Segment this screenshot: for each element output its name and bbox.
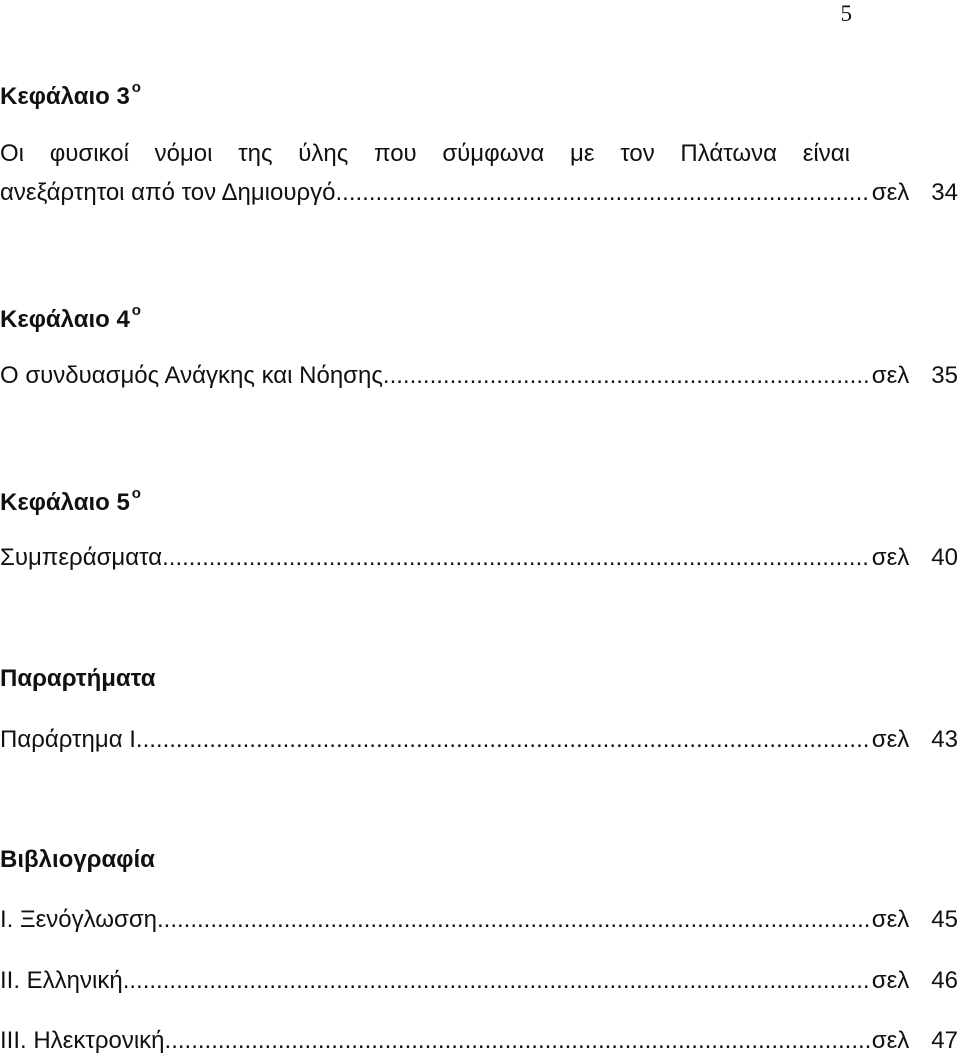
word: ύλης [298, 140, 349, 167]
toc-entry-bibliography-greek[interactable] [0, 966, 958, 996]
appendices-heading: Παραρτήματα [0, 665, 156, 692]
toc-entry-text: Συμπεράσματα [0, 544, 163, 571]
page-number-ref: 34 [931, 179, 958, 206]
chapter-5-ordinal: ο [131, 485, 141, 502]
dot-leader [157, 905, 870, 935]
dot-leader [165, 1026, 870, 1056]
chapter-4-ordinal: ο [131, 302, 141, 319]
toc-entry-text: Ι. Ξενόγλωσση [0, 906, 157, 933]
toc-page-ref [872, 725, 958, 755]
dot-leader [335, 178, 869, 208]
toc-entry-appendix-1[interactable] [0, 725, 958, 755]
toc-entry-text: ανεξάρτητοι από τον Δημιουργό [0, 179, 336, 206]
toc-page-ref [872, 905, 958, 935]
toc-entry-text: ΙΙ. Ελληνική [0, 967, 123, 994]
chapter-3-heading [0, 76, 141, 112]
toc-page-ref [872, 1026, 958, 1056]
page-abbrev: σελ [871, 544, 910, 571]
toc-page-ref [872, 178, 958, 208]
page-number-ref: 45 [931, 906, 958, 933]
dot-leader [383, 361, 870, 391]
dot-leader [123, 966, 870, 996]
dot-leader [136, 725, 870, 755]
word: φυσικοί [49, 140, 129, 167]
dot-leader [162, 543, 870, 573]
toc-entry-chapter-3[interactable] [0, 178, 958, 208]
page-number-ref: 47 [931, 1027, 958, 1054]
toc-entry-text: Ο συνδυασμός Ανάγκης και Νόησης [0, 362, 383, 389]
page-number-ref: 46 [931, 967, 958, 994]
chapter-5-heading [0, 482, 141, 518]
word: που [373, 140, 417, 167]
word: με [570, 140, 595, 167]
page-number-ref: 40 [931, 544, 958, 571]
chapter-3-title-line1 [0, 139, 850, 169]
page-number-ref: 43 [931, 726, 958, 753]
chapter-5-title: Κεφάλαιο 5 [0, 489, 130, 516]
word: είναι [802, 140, 850, 167]
word: νόμοι [154, 140, 213, 167]
toc-entry-chapter-5[interactable] [0, 543, 958, 573]
word: σύμφωνα [442, 140, 545, 167]
bibliography-heading: Βιβλιογραφία [0, 846, 155, 873]
page-number-ref: 35 [931, 362, 958, 389]
chapter-3-title: Κεφάλαιο 3 [0, 83, 130, 110]
page-abbrev: σελ [871, 362, 910, 389]
page-abbrev: σελ [871, 1027, 910, 1054]
toc-entry-bibliography-foreign[interactable] [0, 905, 958, 935]
page-abbrev: σελ [871, 179, 910, 206]
page-abbrev: σελ [871, 967, 910, 994]
toc-entry-chapter-4[interactable] [0, 361, 958, 391]
word: Οι [0, 140, 24, 167]
toc-entry-text: ΙΙΙ. Ηλεκτρονική [0, 1027, 165, 1054]
toc-page-ref [872, 543, 958, 573]
chapter-4-heading [0, 299, 141, 335]
chapter-3-ordinal: ο [131, 79, 141, 96]
page-abbrev: σελ [871, 906, 910, 933]
word: Πλάτωνα [680, 140, 778, 167]
toc-page-ref [872, 361, 958, 391]
chapter-4-title: Κεφάλαιο 4 [0, 306, 130, 333]
word: τον [620, 140, 655, 167]
toc-entry-text: Παράρτημα Ι [0, 726, 136, 753]
page-abbrev: σελ [871, 726, 910, 753]
page-number: 5 [840, 1, 852, 26]
word: της [238, 140, 273, 167]
toc-page-ref [872, 966, 958, 996]
toc-entry-bibliography-electronic[interactable] [0, 1026, 958, 1056]
